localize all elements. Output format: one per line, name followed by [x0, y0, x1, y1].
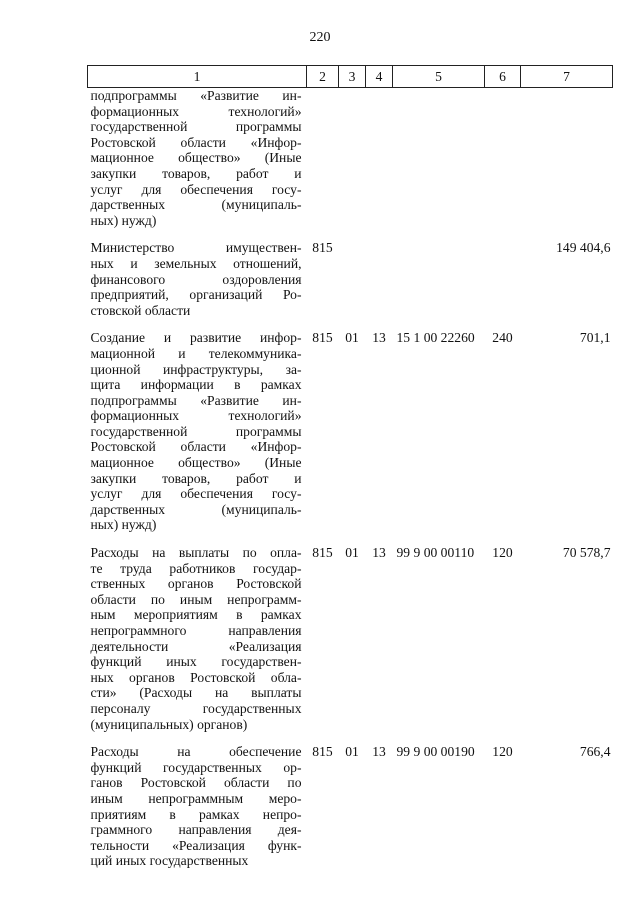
- section-code: [339, 88, 366, 229]
- col-header-7: 7: [521, 66, 613, 88]
- description-line: ным мероприятиям в рамках: [90, 607, 302, 623]
- description-line: сти» (Расходы на выплаты: [90, 685, 302, 701]
- description-line: предприятий, организаций Ро-: [90, 287, 302, 303]
- description-line: услуг для обеспечения госу-: [90, 181, 302, 197]
- spacer-cell: [88, 228, 613, 240]
- amount: 149 404,6: [556, 240, 611, 256]
- col-header-6: 6: [485, 66, 521, 88]
- expense-type-code: 240: [492, 330, 513, 346]
- target-article-code: [393, 240, 485, 318]
- row-description: [88, 545, 307, 732]
- description-line: подпрограммы «Развитие ин-: [90, 88, 302, 103]
- description-line: Ростовской области «Инфор-: [90, 134, 302, 150]
- ministry-code: [307, 88, 339, 229]
- description-line: персоналу государственных: [90, 700, 302, 716]
- description-line: Расходы на обеспечение: [90, 744, 302, 760]
- description-line: области по иным непрограмм-: [90, 591, 302, 607]
- description-line: ных органов Ростовской обла-: [90, 669, 302, 685]
- description-line: ционной инфраструктуры, за-: [90, 361, 302, 377]
- subsection-code: 13: [372, 744, 386, 760]
- description-line: ций иных государственных: [90, 853, 249, 869]
- col-header-3: 3: [339, 66, 366, 88]
- description-line: иным непрограммным меро-: [90, 790, 302, 806]
- col-header-1: 1: [88, 66, 307, 88]
- description-line: те труда работников государ-: [90, 560, 302, 576]
- row-spacer: [88, 228, 613, 240]
- target-article-code: 99 9 00 00190: [396, 744, 475, 760]
- description-line: мационное общество» (Иные: [90, 150, 302, 166]
- ministry-code: 815: [312, 330, 333, 346]
- table-row: [88, 545, 613, 732]
- row-description: [88, 88, 307, 229]
- description-line: Создание и развитие инфор-: [90, 330, 302, 346]
- description-line: государственной программы: [90, 119, 302, 135]
- description-line: закупки товаров, работ и: [90, 470, 302, 486]
- description-line: Расходы на выплаты по опла-: [90, 545, 302, 561]
- target-article-code: 15 1 00 22260: [396, 330, 475, 346]
- row-description: [88, 744, 307, 869]
- spacer-cell: [88, 318, 613, 330]
- spacer-cell: [88, 732, 613, 744]
- table-row: [88, 240, 613, 318]
- ministry-code: 815: [312, 545, 333, 561]
- amount: 766,4: [579, 744, 611, 760]
- section-code: [339, 240, 366, 318]
- description-line: (муниципальных) органов): [90, 716, 248, 732]
- col-header-4: 4: [366, 66, 393, 88]
- description-line: подпрограммы «Развитие ин-: [90, 392, 302, 408]
- description-line: дарственных (муниципаль-: [90, 501, 302, 517]
- subsection-code: 13: [372, 330, 386, 346]
- description-line: функций иных государствен-: [90, 654, 302, 670]
- description-line: мационное общество» (Иные: [90, 455, 302, 471]
- description-line: ганов Ростовской области по: [90, 775, 302, 791]
- row-spacer: [88, 533, 613, 545]
- row-description: [88, 330, 307, 533]
- amount: 70 578,7: [562, 545, 611, 561]
- description-line: деятельности «Реализация: [90, 638, 302, 654]
- description-line: ных и земельных отношений,: [90, 255, 302, 271]
- description-line: функций государственных ор-: [90, 759, 302, 775]
- description-line: тельности «Реализация функ-: [90, 837, 302, 853]
- description-line: щита информации в рамках: [90, 377, 302, 393]
- spacer-cell: [88, 533, 613, 545]
- amount: 701,1: [579, 330, 611, 346]
- ministry-code: 815: [312, 744, 333, 760]
- description-line: Ростовской области «Инфор-: [90, 439, 302, 455]
- row-spacer: [88, 318, 613, 330]
- description-line: стовской области: [90, 302, 191, 318]
- description-line: Министерство имуществен-: [90, 240, 302, 256]
- target-article-code: 99 9 00 00110: [396, 545, 475, 561]
- expense-type-code: 120: [492, 545, 513, 561]
- ministry-code: 815: [312, 240, 333, 256]
- section-code: 01: [345, 545, 359, 561]
- subsection-code: [366, 88, 393, 229]
- section-code: 01: [345, 744, 359, 760]
- subsection-code: 13: [372, 545, 386, 561]
- section-code: 01: [345, 330, 359, 346]
- expense-type-code: 120: [492, 744, 513, 760]
- description-line: непрограммного направления: [90, 623, 302, 638]
- row-spacer: [88, 732, 613, 744]
- target-article-code: [393, 88, 485, 229]
- description-line: дарственных (муниципаль-: [90, 197, 302, 213]
- description-line: формационных технологий»: [90, 103, 302, 119]
- table-row: [88, 744, 613, 869]
- description-line: услуг для обеспечения госу-: [90, 486, 302, 502]
- description-line: ных) нужд): [90, 212, 157, 228]
- subsection-code: [366, 240, 393, 318]
- description-line: ных) нужд): [90, 517, 157, 533]
- col-header-5: 5: [393, 66, 485, 88]
- description-line: мационной и телекоммуника-: [90, 345, 302, 361]
- expense-type-code: [485, 88, 521, 229]
- description-line: финансового оздоровления: [90, 271, 302, 287]
- amount: [521, 88, 613, 229]
- header-row: [88, 66, 613, 88]
- row-description: [88, 240, 307, 318]
- description-line: формационных технологий»: [90, 408, 302, 424]
- description-line: государственной программы: [90, 423, 302, 439]
- table-row: [88, 330, 613, 533]
- description-line: ственных органов Ростовской: [90, 576, 302, 592]
- description-line: граммного направления дея-: [90, 822, 302, 838]
- page-number: 220: [309, 30, 331, 45]
- col-header-2: 2: [307, 66, 339, 88]
- budget-table: [87, 65, 613, 869]
- table-row: [88, 88, 613, 229]
- description-line: закупки товаров, работ и: [90, 165, 302, 181]
- expense-type-code: [485, 240, 521, 318]
- description-line: приятиям в рамках непро-: [90, 806, 302, 822]
